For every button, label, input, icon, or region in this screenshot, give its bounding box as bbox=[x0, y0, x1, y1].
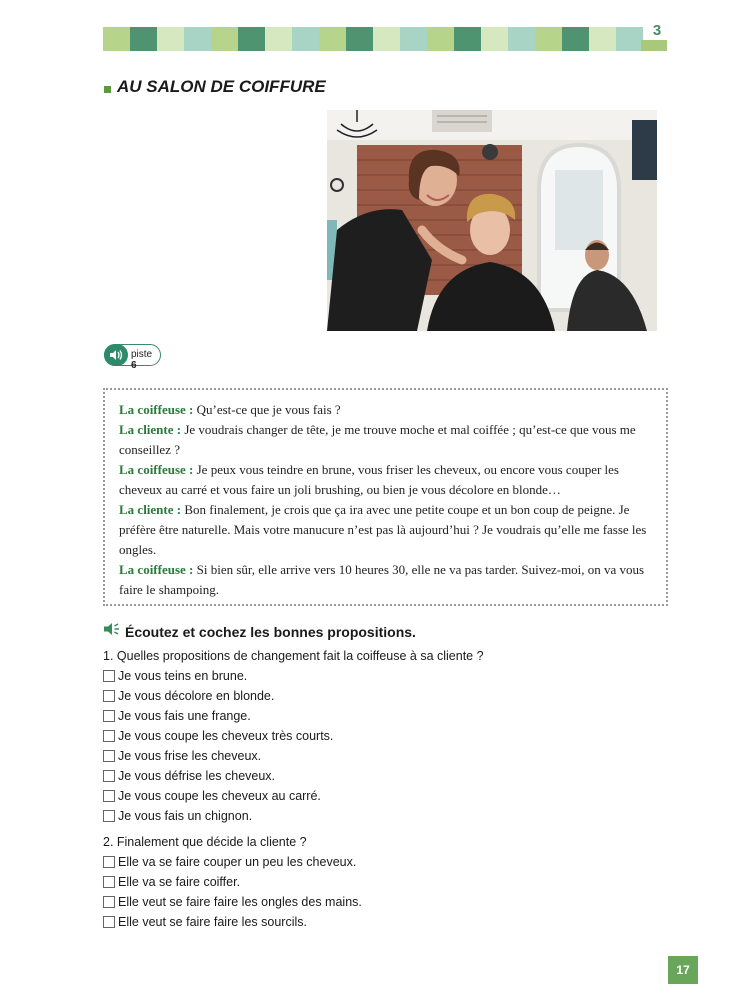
answer-checkbox[interactable] bbox=[103, 810, 115, 822]
header-strip-square bbox=[508, 27, 535, 51]
header-strip-square bbox=[292, 27, 319, 51]
answer-checkbox[interactable] bbox=[103, 730, 115, 742]
dialogue-line bbox=[119, 420, 652, 460]
dialogue-box bbox=[103, 388, 668, 606]
header-strip-square bbox=[616, 27, 643, 51]
answer-option bbox=[103, 892, 362, 912]
answer-checkbox[interactable] bbox=[103, 856, 115, 868]
answer-option bbox=[103, 912, 362, 932]
header-strip-square bbox=[157, 27, 184, 51]
answer-checkbox[interactable] bbox=[103, 790, 115, 802]
answer-option bbox=[103, 726, 484, 746]
section-heading bbox=[104, 77, 326, 97]
speaker-icon bbox=[104, 344, 128, 366]
speaker-name: La coiffeuse : bbox=[119, 462, 194, 477]
answer-option-label: Elle veut se faire faire les ongles des mains. bbox=[118, 895, 362, 909]
answer-option-label: Je vous décolore en blonde. bbox=[118, 689, 275, 703]
answer-option bbox=[103, 746, 484, 766]
dialogue-text: Qu’est-ce que je vous fais ? bbox=[193, 402, 341, 417]
answer-option-label: Je vous teins en brune. bbox=[118, 669, 248, 683]
header-strip-square bbox=[211, 27, 238, 51]
dialogue-line bbox=[119, 500, 652, 560]
header-strip-square bbox=[346, 27, 373, 51]
header-strip-square bbox=[454, 27, 481, 51]
title-bullet-icon bbox=[104, 86, 111, 93]
answer-checkbox[interactable] bbox=[103, 670, 115, 682]
answer-checkbox[interactable] bbox=[103, 770, 115, 782]
answer-checkbox[interactable] bbox=[103, 916, 115, 928]
header-strip-square bbox=[562, 27, 589, 51]
dialogue-text: Je peux vous teindre en brune, vous friser les cheveux, ou encore vous couper les cheveux au carré et vous faire un joli brushing, ou bien je vous décolore en blonde… bbox=[119, 462, 619, 497]
question-block-2 bbox=[103, 832, 362, 932]
salon-photo bbox=[327, 110, 657, 331]
chapter-number: 3 bbox=[652, 22, 662, 39]
answer-checkbox[interactable] bbox=[103, 896, 115, 908]
header-strip-square bbox=[103, 27, 130, 51]
speaker-name: La coiffeuse : bbox=[119, 562, 194, 577]
question-text: 2. Finalement que décide la cliente ? bbox=[103, 835, 307, 849]
dialogue-line bbox=[119, 460, 652, 500]
answer-option-label: Elle veut se faire faire les sourcils. bbox=[118, 915, 307, 929]
answer-option bbox=[103, 806, 484, 826]
chapter-bar bbox=[641, 40, 667, 51]
answer-option-label: Je vous coupe les cheveux au carré. bbox=[118, 789, 321, 803]
answer-checkbox[interactable] bbox=[103, 690, 115, 702]
header-strip-square bbox=[319, 27, 346, 51]
answer-option-label: Je vous fais une frange. bbox=[118, 709, 251, 723]
answer-checkbox[interactable] bbox=[103, 710, 115, 722]
answer-checkbox[interactable] bbox=[103, 750, 115, 762]
question-text: 1. Quelles propositions de changement fait la coiffeuse à sa cliente ? bbox=[103, 649, 484, 663]
speaker-name: La coiffeuse : bbox=[119, 402, 194, 417]
header-strip-square bbox=[589, 27, 616, 51]
answer-option-label: Je vous frise les cheveux. bbox=[118, 749, 262, 763]
answer-option bbox=[103, 852, 362, 872]
answer-option bbox=[103, 706, 484, 726]
answer-option bbox=[103, 686, 484, 706]
speaker-icon bbox=[103, 622, 121, 641]
dialogue-text: Je voudrais changer de tête, je me trouve moche et mal coiffée ; qu’est-ce que vous me conseillez ? bbox=[119, 422, 636, 457]
answer-checkbox[interactable] bbox=[103, 876, 115, 888]
header-strip-square bbox=[373, 27, 400, 51]
header-strip-square bbox=[535, 27, 562, 51]
header-strip-square bbox=[400, 27, 427, 51]
dialogue-line bbox=[119, 400, 652, 420]
answer-option bbox=[103, 666, 484, 686]
answer-option bbox=[103, 872, 362, 892]
header-strip-square bbox=[238, 27, 265, 51]
header-strip-square bbox=[427, 27, 454, 51]
track-label: piste 6 bbox=[131, 349, 153, 371]
header-strip-square bbox=[130, 27, 157, 51]
page-number: 17 bbox=[668, 956, 698, 984]
header-strip bbox=[103, 27, 643, 51]
question-block-1 bbox=[103, 646, 484, 826]
dialogue-text: Si bien sûr, elle arrive vers 10 heures 30, elle ne va pas tarder. Suivez-moi, on va vous faire le shampoing. bbox=[119, 562, 645, 597]
answer-option bbox=[103, 786, 484, 806]
instruction bbox=[103, 622, 416, 641]
page-title: AU SALON DE COIFFURE bbox=[117, 77, 326, 96]
header-strip-square bbox=[481, 27, 508, 51]
instruction-text: Écoutez et cochez les bonnes propositions. bbox=[125, 623, 416, 640]
header-strip-square bbox=[265, 27, 292, 51]
speaker-name: La cliente : bbox=[119, 422, 182, 437]
answer-option-label: Je vous fais un chignon. bbox=[118, 809, 253, 823]
answer-option bbox=[103, 766, 484, 786]
dialogue-line bbox=[119, 560, 652, 600]
speaker-name: La cliente : bbox=[119, 502, 182, 517]
answer-option-label: Je vous défrise les cheveux. bbox=[118, 769, 276, 783]
header-strip-square bbox=[184, 27, 211, 51]
answer-option-label: Je vous coupe les cheveux très courts. bbox=[118, 729, 334, 743]
answer-option-label: Elle va se faire coiffer. bbox=[118, 875, 241, 889]
audio-track-button[interactable] bbox=[104, 344, 161, 371]
answer-option-label: Elle va se faire couper un peu les cheveux. bbox=[118, 855, 357, 869]
dialogue-text: Bon finalement, je crois que ça ira avec une petite coupe et un bon coup de peigne. Je préfère être naturelle. Mais votre manucure n’est pas là aujourd’hui ? Je voudrais qu’elle me fasse les ongles. bbox=[119, 502, 647, 557]
